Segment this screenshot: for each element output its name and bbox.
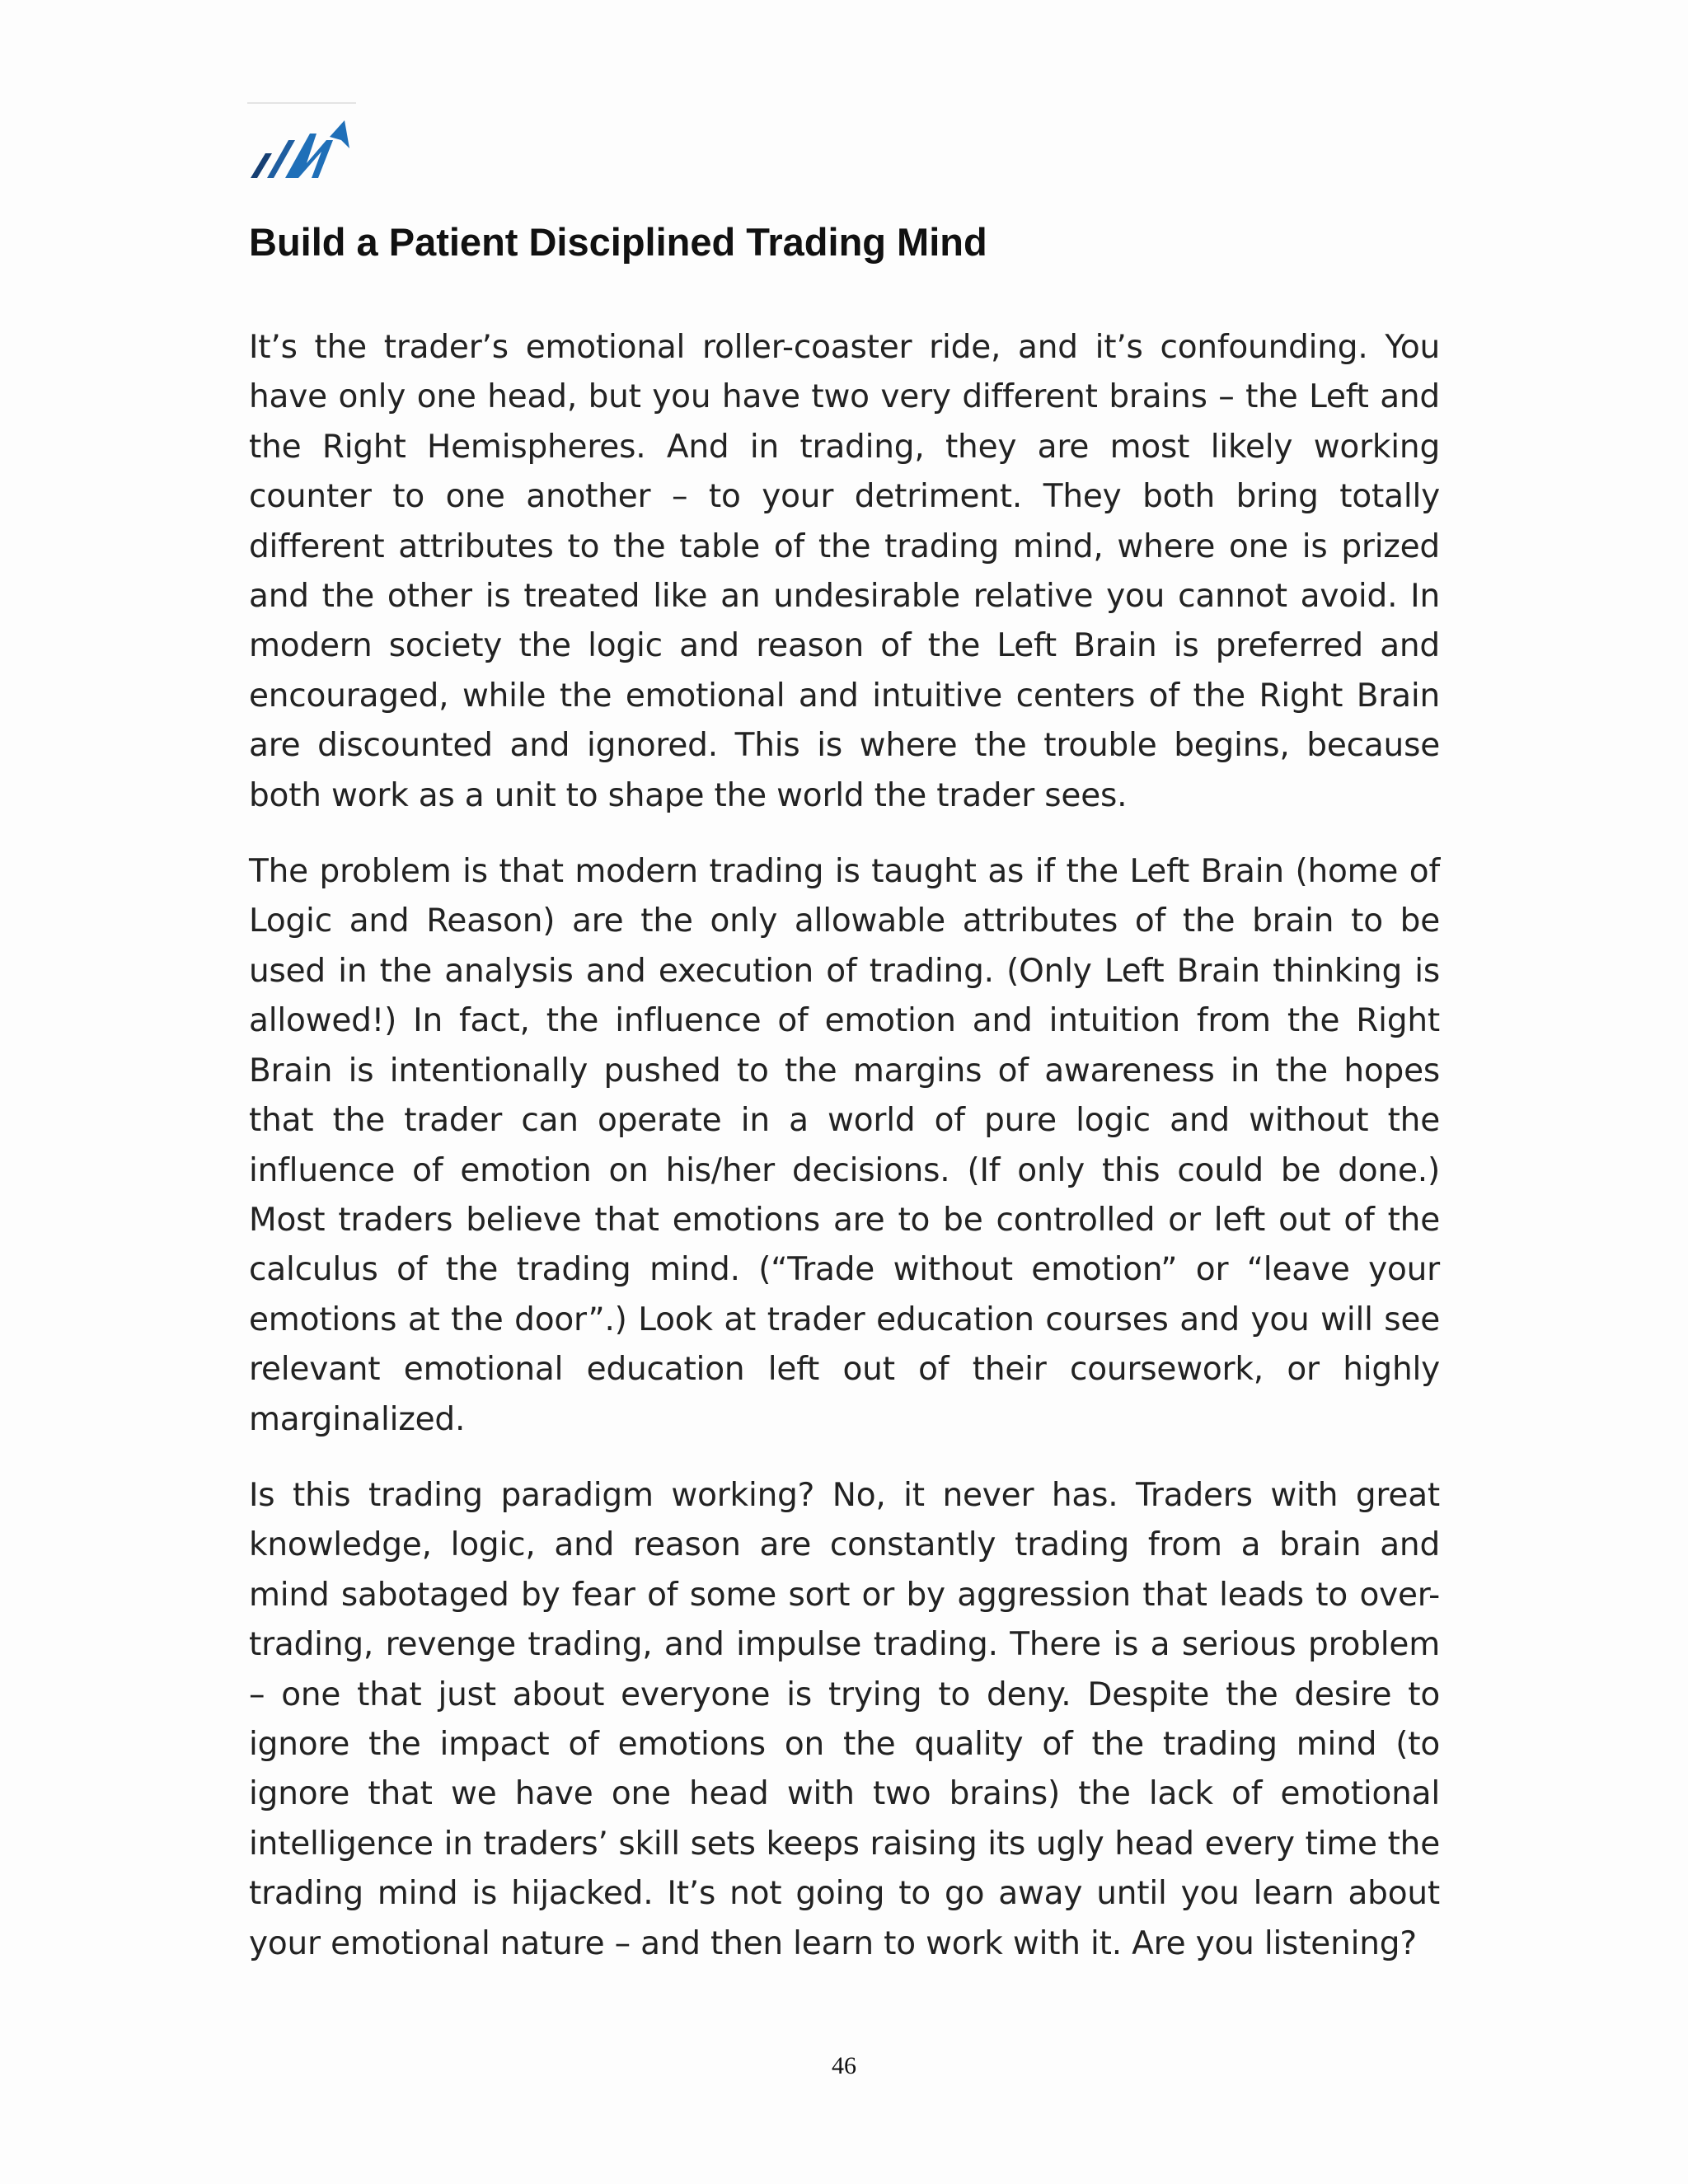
paragraph-2: The problem is that modern trading is taught as if the Left Brain (home of Logic and Reason) are the only allowable attributes of the brain to be used in the analysis and execution of trading. (Only Left Brain thinking is allowed!) In fact, the influence of emotion and intuition from the Right Brain is intentionally pushed to the margins of awareness in the hopes that the trader can operate in a world of pure logic and without the influence of emotion on his/her decisions. (If only this could be done.) Most traders believe that emotions are to be controlled or left out of the calculus of the trading mind. (“Trade without emotion” or “leave your emotions at the door”.) Look at trader education courses and you will see relevant emotional education left out of their coursework, or highly marginalized. (249, 853, 1440, 1438)
page-number: 46 (832, 2052, 856, 2079)
paragraph-3: Is this trading paradigm working? No, it never has. Traders with great knowledge, logic, and reason are constantly trading from a brain and mind sabotaged by fear of some sort or by aggression that leads to over-trading, revenge trading, and impulse trading. There is a serious problem – one that just about everyone is trying to deny. Despite the desire to ignore the impact of emotions on the quality of the trading mind (to ignore that we have one head with two brains) the lack of emotional intelligence in traders’ skill sets keeps raising its ugly head every time the trading mind is hijacked. It’s not going to go away until you learn about your emotional nature – and then learn to work with it. Are you listening? (249, 1476, 1440, 1962)
document-title: Build a Patient Disciplined Trading Mind (249, 220, 987, 264)
paragraph-1: It’s the trader’s emotional roller-coaster ride, and it’s confounding. You have only one head, but you have two very different brains – the Left and the Right Hemispheres. And in trading, they are most likely working counter to one another – to your detriment. They both bring totally different attributes to the table of the trading mind, where one is prized and the other is treated like an undesirable relative you cannot avoid. In modern society the logic and reason of the Left Brain is preferred and encouraged, while the emotional and intuitive centers of the Right Brain are discounted and ignored. This is where the trouble begins, because both work as a unit to shape the world the trader sees. (249, 329, 1440, 814)
document-body (249, 323, 1440, 1995)
upward-arrow-logo-icon (247, 115, 356, 183)
header-divider (247, 102, 356, 104)
